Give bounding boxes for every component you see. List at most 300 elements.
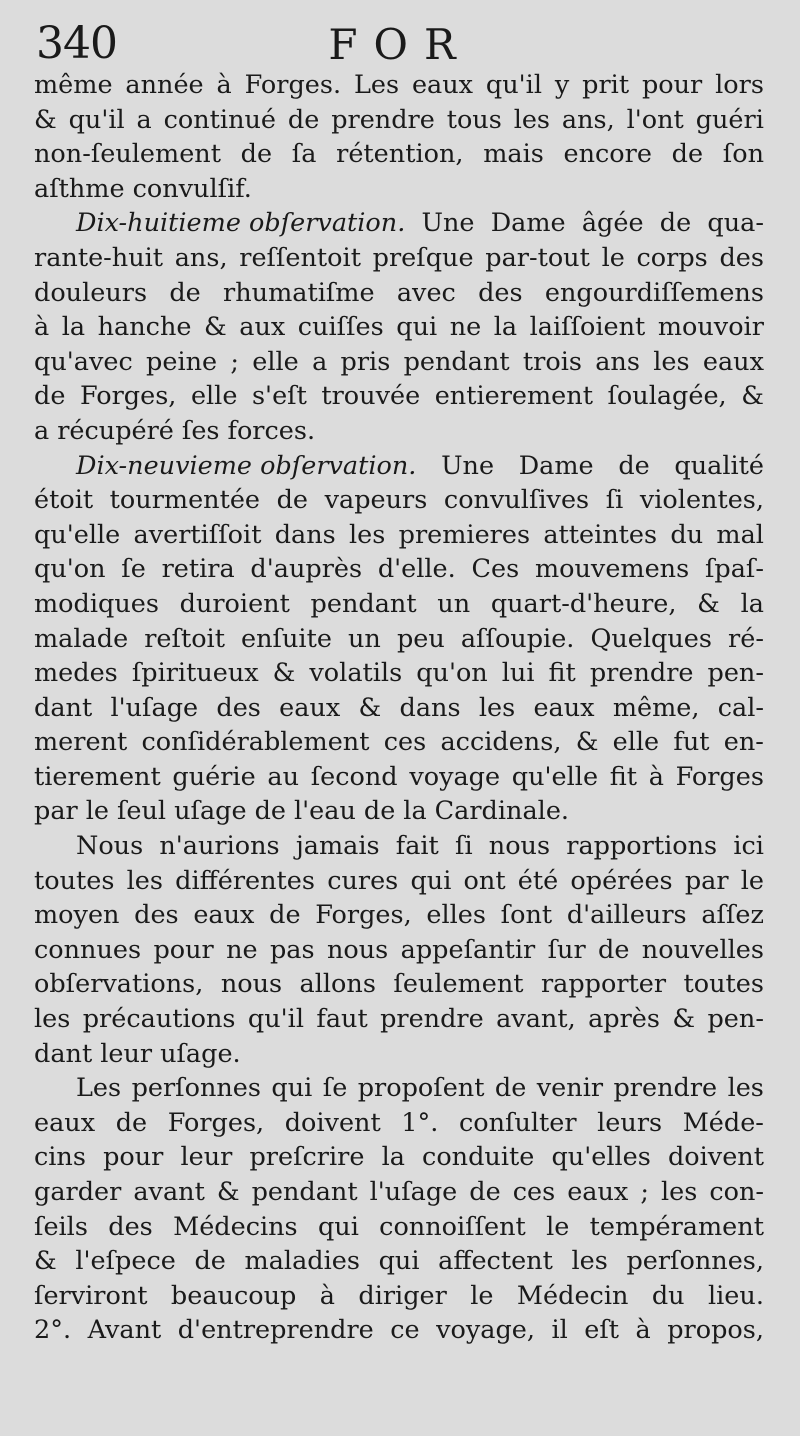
- word: la: [381, 1142, 405, 1173]
- word: les: [513, 104, 551, 135]
- word: maladies: [244, 1246, 360, 1277]
- word: eaux: [567, 1177, 629, 1207]
- word: &: [34, 1246, 57, 1277]
- word: à: [34, 312, 50, 343]
- word: ſi: [605, 485, 624, 516]
- word: de: [276, 485, 309, 516]
- word: avant: [133, 1177, 205, 1207]
- word: des: [108, 1211, 153, 1242]
- word: de: [469, 1177, 501, 1207]
- word: peu: [396, 623, 445, 654]
- word: prendre: [380, 1004, 484, 1035]
- word: n'aurions: [159, 831, 280, 862]
- text-line: [34, 1244, 764, 1279]
- word: ne: [226, 934, 258, 965]
- word: ſecond: [310, 761, 398, 792]
- word: mouvoir: [657, 312, 764, 343]
- word: de: [240, 139, 273, 170]
- word: étoit: [34, 485, 94, 516]
- word: l'uſage: [110, 692, 199, 723]
- word: trois: [522, 346, 582, 377]
- text-line: [34, 1037, 764, 1072]
- word: le: [740, 865, 764, 896]
- word: accidens,: [440, 727, 562, 758]
- word: aſthme: [34, 173, 125, 204]
- text-line: [34, 1071, 764, 1106]
- word: de: [115, 1107, 148, 1138]
- word: obſervations,: [34, 969, 204, 1000]
- word: de: [598, 934, 630, 965]
- word: des: [478, 277, 523, 308]
- word: cuiſſes: [297, 312, 384, 343]
- word: affectent: [438, 1246, 553, 1277]
- word: l'eau: [293, 796, 356, 827]
- word: nouvelles: [641, 934, 764, 965]
- word: entierement: [434, 381, 593, 412]
- word: engourdiſſemens: [544, 277, 764, 308]
- word: a: [136, 104, 152, 135]
- word: ſes: [181, 415, 220, 446]
- word: ſe: [121, 554, 146, 585]
- text-line: [34, 552, 764, 587]
- word: Une: [441, 450, 495, 481]
- word: rétention,: [336, 139, 464, 170]
- paragraph: [34, 206, 764, 448]
- word: pour: [641, 70, 703, 100]
- word: douleurs: [34, 277, 148, 308]
- word: lui: [501, 658, 535, 689]
- word: de: [194, 1246, 226, 1277]
- word: il: [551, 1315, 568, 1346]
- word: Ces: [471, 554, 520, 585]
- word: les: [727, 1073, 764, 1104]
- word: tempérament: [589, 1211, 764, 1242]
- paragraph: [34, 68, 764, 206]
- word: qu'on: [34, 554, 106, 585]
- word: elle: [190, 381, 238, 412]
- word: avec: [396, 277, 456, 308]
- word: convulſives: [443, 485, 590, 516]
- text-line: [34, 1140, 764, 1175]
- word: la: [493, 312, 518, 343]
- word: connues: [34, 934, 142, 965]
- word: eaux: [34, 1107, 96, 1138]
- word: leur: [180, 1142, 233, 1173]
- word: diriger: [358, 1280, 447, 1311]
- word: qui: [378, 1246, 420, 1277]
- word: conſulter: [458, 1107, 577, 1138]
- word: connoiſſent: [379, 1211, 526, 1242]
- word: ſeils: [34, 1211, 88, 1242]
- word: par: [34, 796, 78, 827]
- body-text: [34, 68, 764, 1348]
- word: fait: [395, 831, 439, 862]
- text-line: [34, 206, 764, 241]
- word: voyage,: [436, 1315, 535, 1346]
- word: le: [470, 1280, 494, 1311]
- word: aſſez: [701, 900, 764, 931]
- word: ſi: [455, 831, 473, 862]
- word: Forges,: [79, 381, 177, 412]
- word: Forges,: [167, 1107, 265, 1138]
- word: &: [216, 1177, 240, 1207]
- text-line: [34, 449, 764, 484]
- word: tous: [446, 104, 502, 135]
- word: eaux: [411, 70, 474, 100]
- word: guéri: [695, 104, 764, 135]
- text-line: [34, 725, 764, 760]
- word: de: [494, 1073, 527, 1104]
- word: l'uſage: [369, 1177, 458, 1207]
- word: ré-: [728, 623, 764, 654]
- word: au: [267, 761, 300, 792]
- word: perſonnes,: [626, 1246, 764, 1277]
- word: avertiſſoit: [133, 519, 262, 550]
- word: de: [659, 208, 692, 239]
- word: par: [684, 865, 729, 896]
- text-line: [34, 172, 764, 207]
- word: qu'elle: [34, 519, 121, 550]
- word: &: [697, 588, 720, 619]
- word: laiſſoient: [529, 312, 646, 343]
- word: leur: [100, 1038, 153, 1069]
- paragraph: [34, 449, 764, 830]
- word: Dame: [490, 208, 566, 239]
- word: qui: [410, 865, 452, 896]
- word: voyage: [409, 761, 501, 792]
- word: eaux: [533, 692, 595, 723]
- text-line: [34, 483, 764, 518]
- word: ce: [390, 1315, 420, 1346]
- text-line: [34, 379, 764, 414]
- word: même,: [612, 692, 700, 723]
- word: Une: [421, 208, 475, 239]
- page-number: 340: [36, 18, 117, 69]
- word: ſont: [500, 900, 553, 931]
- word: de: [169, 277, 201, 308]
- word: Forges.: [244, 70, 342, 100]
- word: 2°.: [34, 1315, 72, 1346]
- word: &: [34, 104, 57, 135]
- word: par-tout: [485, 242, 590, 273]
- word: toutes: [34, 865, 115, 896]
- word: ici: [733, 831, 764, 862]
- word: de: [671, 139, 704, 170]
- word: a: [34, 415, 50, 446]
- word: elle: [612, 727, 660, 758]
- word: 1°.: [401, 1107, 439, 1138]
- word: reſſentoit: [239, 242, 361, 273]
- word: le: [601, 242, 625, 273]
- word: violentes,: [639, 485, 764, 516]
- word: reſtoit: [144, 623, 225, 654]
- word: tourmentée: [109, 485, 261, 516]
- word: continué: [163, 104, 277, 135]
- word: ſpaſ-: [704, 554, 764, 585]
- word: fut: [673, 727, 710, 758]
- word: de: [363, 796, 396, 827]
- word: pour: [153, 934, 214, 965]
- text-line: [34, 310, 764, 345]
- word: un: [437, 588, 471, 619]
- observation-heading: Dix-neuvieme obſervation.: [76, 450, 417, 481]
- word: ſur: [547, 934, 586, 965]
- word: malade: [34, 623, 129, 654]
- word: lors: [715, 70, 764, 100]
- word: peine: [146, 346, 218, 377]
- word: l'eſpece: [75, 1246, 176, 1277]
- word: Les: [353, 70, 400, 100]
- word: des: [216, 692, 261, 723]
- word: un: [348, 623, 381, 654]
- running-head: FOR: [328, 20, 472, 69]
- word: ces: [383, 727, 427, 758]
- text-line: [34, 241, 764, 276]
- word: &: [204, 312, 227, 343]
- word: leurs: [597, 1107, 663, 1138]
- word: les: [660, 1177, 698, 1207]
- text-line: [34, 103, 764, 138]
- word: de: [254, 796, 286, 827]
- word: d'auprès: [250, 554, 363, 585]
- word: nous: [220, 969, 283, 1000]
- word: pour: [103, 1142, 164, 1173]
- word: appeſantir: [400, 934, 536, 965]
- word: jamais: [295, 831, 380, 862]
- word: prendre: [331, 104, 435, 135]
- word: les: [571, 1246, 608, 1277]
- word: dant: [34, 692, 93, 723]
- word: garder: [34, 1177, 122, 1207]
- word: dans: [274, 519, 336, 550]
- text-line: [34, 587, 764, 622]
- word: con-: [709, 1177, 764, 1207]
- word: les: [478, 692, 516, 723]
- word: pendant: [251, 1177, 358, 1207]
- word: prendre: [613, 1073, 718, 1104]
- word: Forges,: [315, 900, 412, 931]
- word: ne: [449, 312, 482, 343]
- word: Nous: [76, 831, 144, 862]
- text-line: [34, 829, 764, 864]
- word: fit: [548, 658, 576, 689]
- word: les: [653, 346, 690, 377]
- word: à: [635, 1315, 651, 1346]
- word: différentes: [175, 865, 315, 896]
- word: lieu.: [708, 1280, 764, 1311]
- word: trouvée: [321, 381, 421, 412]
- word: Méde-: [682, 1107, 764, 1138]
- paragraph: [34, 1071, 764, 1348]
- word: ſerviront: [34, 1280, 148, 1311]
- paragraph: [34, 829, 764, 1071]
- word: &: [358, 692, 382, 723]
- text-line: [34, 68, 764, 103]
- text-line: [34, 1210, 764, 1245]
- page-header: [0, 14, 800, 74]
- word: nous: [488, 831, 551, 862]
- word: année: [125, 70, 204, 100]
- text-line: [34, 137, 764, 172]
- word: des: [719, 242, 764, 273]
- word: mouvemens: [534, 554, 690, 585]
- word: uſage.: [160, 1038, 241, 1069]
- word: merent: [34, 727, 128, 758]
- text-line: [34, 760, 764, 795]
- word: d'entreprendre: [177, 1315, 374, 1346]
- word: d'elle.: [377, 554, 456, 585]
- word: qu'avec: [34, 346, 133, 377]
- word: volatils: [309, 658, 403, 689]
- word: doivent: [667, 1142, 764, 1173]
- word: uſage: [174, 796, 247, 827]
- text-line: [34, 276, 764, 311]
- word: mais: [483, 139, 544, 170]
- word: ſpiritueux: [131, 658, 259, 689]
- word: qua-: [707, 208, 764, 239]
- text-line: [34, 345, 764, 380]
- word: ſoulagée,: [607, 381, 727, 412]
- text-line: [34, 794, 764, 829]
- word: qu'il: [485, 70, 542, 100]
- word: été: [517, 865, 559, 896]
- word: medes: [34, 658, 118, 689]
- word: les: [349, 519, 386, 550]
- word: propoſent: [357, 1073, 485, 1104]
- word: Médecin: [516, 1280, 629, 1311]
- word: doivent: [284, 1107, 381, 1138]
- word: dant: [34, 1038, 93, 1069]
- word: qu'il: [247, 1004, 304, 1035]
- word: guérie: [172, 761, 256, 792]
- word: &: [672, 1004, 696, 1035]
- word: rhumatiſme: [223, 277, 375, 308]
- word: propos,: [667, 1315, 764, 1346]
- word: Dame: [518, 450, 594, 481]
- text-line: [34, 518, 764, 553]
- word: du: [651, 1280, 685, 1311]
- text-line: [34, 864, 764, 899]
- word: atteintes: [543, 519, 658, 550]
- word: le: [546, 1211, 570, 1242]
- word: retira: [161, 554, 235, 585]
- word: de: [269, 900, 301, 931]
- word: toutes: [683, 969, 764, 1000]
- word: conduite: [422, 1142, 535, 1173]
- word: ſa: [291, 139, 317, 170]
- word: s'eſt: [251, 381, 307, 412]
- word: Forges: [675, 761, 764, 792]
- word: perſonnes: [131, 1073, 261, 1104]
- word: nous: [326, 934, 389, 965]
- word: allons: [299, 969, 376, 1000]
- word: ont: [463, 865, 506, 896]
- word: venir: [536, 1073, 604, 1104]
- word: a: [312, 346, 328, 377]
- word: cures: [327, 865, 399, 896]
- word: d'ailleurs: [566, 900, 687, 931]
- word: non-ſeulement: [34, 139, 221, 170]
- word: le: [85, 796, 109, 827]
- word: pendant: [310, 588, 417, 619]
- word: qui: [271, 1073, 313, 1104]
- word: la: [61, 312, 86, 343]
- word: elle: [252, 346, 299, 377]
- word: moyen: [34, 900, 120, 931]
- text-line: [34, 414, 764, 449]
- word: en-: [723, 727, 764, 758]
- word: ;: [640, 1177, 649, 1207]
- word: rante-huit: [34, 242, 164, 273]
- word: prit: [582, 70, 630, 100]
- word: les: [126, 865, 163, 896]
- word: à: [319, 1280, 335, 1311]
- word: qu'elles: [551, 1142, 651, 1173]
- word: récupéré: [57, 415, 174, 446]
- word: à: [216, 70, 232, 100]
- word: Cardinale.: [434, 796, 570, 827]
- text-line: [34, 967, 764, 1002]
- word: faut: [316, 1004, 368, 1035]
- word: Médecins: [173, 1211, 298, 1242]
- word: conſidérablement: [141, 727, 370, 758]
- word: eaux: [702, 346, 764, 377]
- word: avant,: [496, 1004, 576, 1035]
- word: la: [403, 796, 427, 827]
- word: ſeulement: [393, 969, 524, 1000]
- word: aſſoupie.: [460, 623, 575, 654]
- word: forces.: [227, 415, 316, 446]
- word: les: [34, 1004, 71, 1035]
- word: opérées: [570, 865, 673, 896]
- word: encore: [563, 139, 652, 170]
- word: preſcrire: [249, 1142, 365, 1173]
- word: rapporter: [540, 969, 667, 1000]
- text-line: [34, 1175, 764, 1210]
- word: duroient: [179, 588, 290, 619]
- text-line: [34, 1279, 764, 1314]
- word: beaucoup: [170, 1280, 297, 1311]
- word: &: [272, 658, 296, 689]
- word: pris: [340, 346, 391, 377]
- word: corps: [636, 242, 708, 273]
- word: elles: [426, 900, 486, 931]
- word: &: [575, 727, 599, 758]
- word: qui: [396, 312, 438, 343]
- word: premieres: [398, 519, 531, 550]
- text-line: [34, 933, 764, 968]
- word: pen-: [707, 658, 764, 689]
- observation-heading: Dix-huitieme obſervation.: [76, 208, 406, 239]
- word: ans,: [174, 242, 228, 273]
- word: de: [618, 450, 650, 481]
- word: qu'elle: [511, 761, 599, 792]
- word: y: [554, 70, 570, 100]
- word: aux: [239, 312, 286, 343]
- word: eſt: [584, 1315, 620, 1346]
- word: enſuite: [241, 623, 332, 654]
- word: qualité: [674, 450, 764, 481]
- word: qui: [317, 1211, 359, 1242]
- word: à: [648, 761, 664, 792]
- word: mal: [716, 519, 764, 550]
- word: qu'il: [68, 104, 125, 135]
- text-line: [34, 691, 764, 726]
- word: ſeul: [116, 796, 167, 827]
- word: eaux: [279, 692, 341, 723]
- word: après: [588, 1004, 660, 1035]
- word: cins: [34, 1142, 86, 1173]
